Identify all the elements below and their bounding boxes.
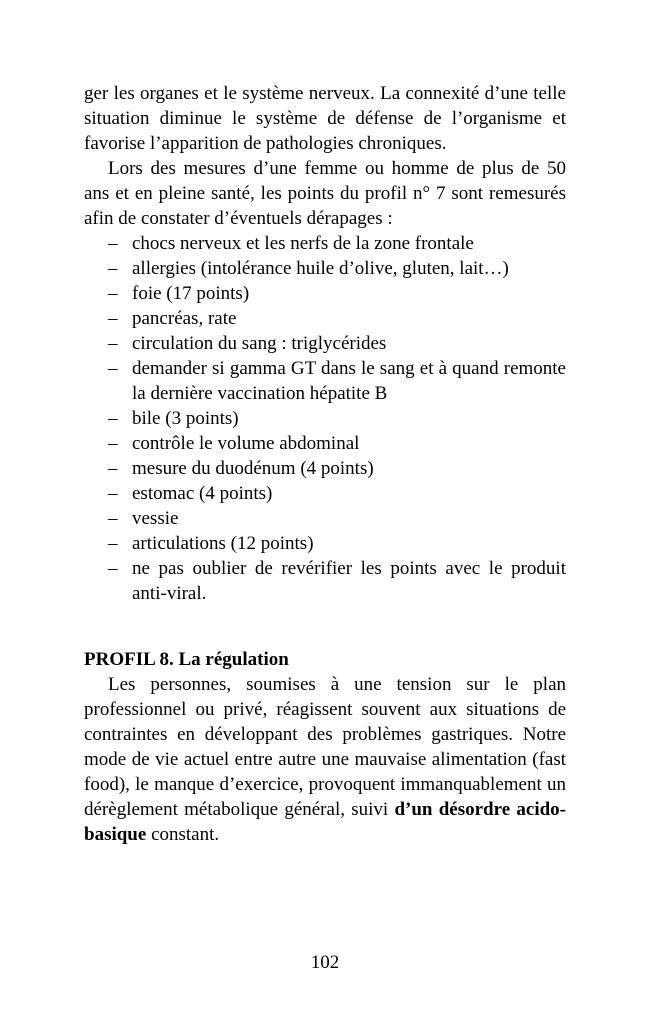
list-item: [84, 331, 566, 356]
list-item-text: allergies (intolérance huile d’olive, gluten, lait…): [132, 258, 509, 279]
section-paragraph: [84, 672, 566, 847]
list-item: [84, 456, 566, 481]
section-text-before: Les personnes, soumises à une tension sur le plan professionnel ou privé, réagissent souvent aux situations de contraintes en développant des problèmes gastriques. Notre mode de vie actuel entre autre une mauvaise alimentation (fast food), le manque d’exercice, provoquent immanquablement un dérèglement métabolique général, suivi: [84, 674, 566, 820]
list-item: [84, 406, 566, 431]
list-item: [84, 281, 566, 306]
list-item: [84, 356, 566, 406]
list-item-text: foie (17 points): [132, 283, 250, 304]
list-item: [84, 231, 566, 256]
list-item-text: circulation du sang : triglycérides: [132, 333, 387, 354]
symptom-list: [84, 231, 566, 606]
list-item-text: vessie: [132, 508, 179, 529]
page-number: 102: [310, 952, 340, 973]
dash-bullet: –: [108, 558, 118, 579]
list-item: [84, 481, 566, 506]
list-item-text: contrôle le volume abdominal: [132, 433, 360, 454]
dash-bullet: –: [108, 508, 118, 529]
list-item: [84, 256, 566, 281]
list-item: [84, 306, 566, 331]
dash-bullet: –: [108, 408, 118, 429]
list-item: [84, 531, 566, 556]
section-text-after: constant.: [146, 824, 220, 845]
intro-paragraph: ger les organes et le système nerveux. La connexité d’une telle situation diminue le système de défense de l’organisme et favorise l’apparition de pathologies chroniques.: [84, 83, 566, 154]
dash-bullet: –: [108, 233, 118, 254]
list-item-text: chocs nerveux et les nerfs de la zone frontale: [132, 233, 474, 254]
dash-bullet: –: [108, 483, 118, 504]
list-item-text: articulations (12 points): [132, 533, 314, 554]
list-item: [84, 506, 566, 531]
dash-bullet: –: [108, 358, 118, 379]
list-item: [84, 431, 566, 456]
list-item-text: bile (3 points): [132, 408, 239, 429]
list-item-text: ne pas oublier de revérifier les points avec le produit anti-viral.: [132, 558, 566, 604]
section-title: PROFIL 8. La régulation: [84, 649, 289, 670]
dash-bullet: –: [108, 533, 118, 554]
dash-bullet: –: [108, 458, 118, 479]
dash-bullet: –: [108, 433, 118, 454]
dash-bullet: –: [108, 258, 118, 279]
dash-bullet: –: [108, 283, 118, 304]
list-item-text: demander si gamma GT dans le sang et à quand remonte la dernière vaccination hépatite B: [132, 358, 566, 404]
list-item-text: pancréas, rate: [132, 308, 237, 329]
list-item-text: mesure du duodénum (4 points): [132, 458, 374, 479]
list-item-text: estomac (4 points): [132, 483, 273, 504]
lead-paragraph: Lors des mesures d’une femme ou homme de plus de 50 ans et en pleine santé, les points du profil n° 7 sont remesurés afin de constater d’éventuels dérapages :: [84, 158, 566, 229]
dash-bullet: –: [108, 333, 118, 354]
dash-bullet: –: [108, 308, 118, 329]
text-column: [84, 81, 566, 847]
list-item: [84, 556, 566, 606]
section-bold-text: d’un désordre acido-basique: [84, 799, 566, 845]
